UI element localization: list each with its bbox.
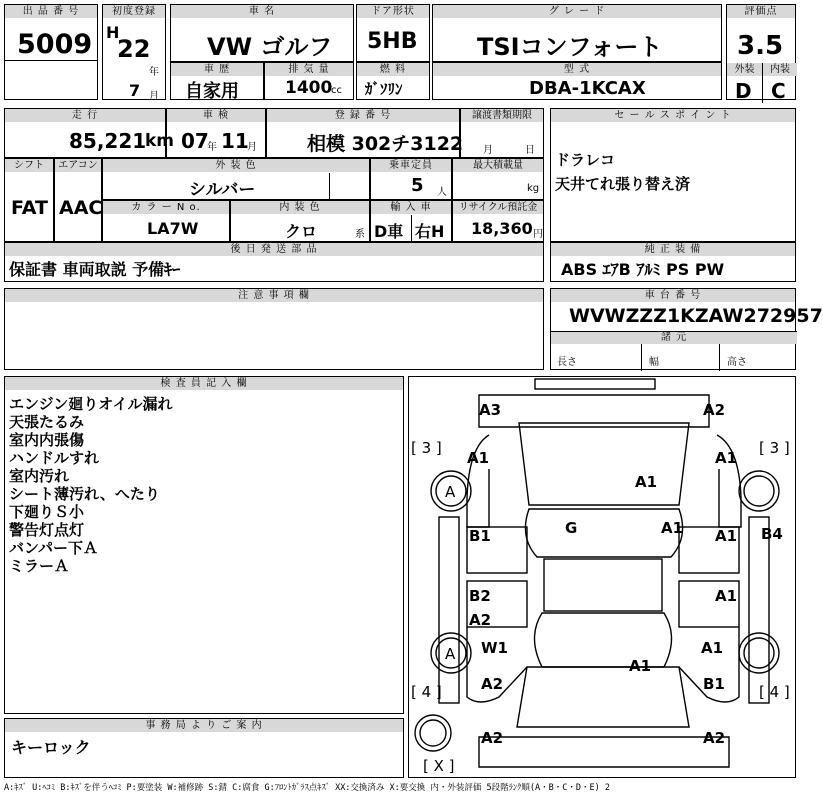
front-bumper bbox=[479, 395, 709, 427]
inspection-month: 11 bbox=[221, 129, 249, 153]
import-box bbox=[370, 200, 452, 242]
damage-mark: W1 bbox=[481, 639, 508, 657]
rear-bumper bbox=[479, 737, 729, 767]
damage-mark: B1 bbox=[703, 675, 725, 693]
month-unit: 月 bbox=[483, 145, 493, 156]
equipment-label: 純 正 装 備 bbox=[551, 243, 795, 256]
inspector-note: 室内汚れ bbox=[9, 467, 70, 485]
import-type: D車 bbox=[374, 222, 404, 241]
chassis-box bbox=[550, 288, 823, 370]
displacement-label: 排 気 量 bbox=[265, 63, 353, 76]
damage-mark: B4 bbox=[761, 525, 783, 543]
inspector-note: エンジン廻りオイル漏れ bbox=[9, 395, 173, 413]
int-color-box bbox=[230, 200, 370, 242]
int-score-label: 内装 bbox=[762, 63, 797, 76]
color-no-label: カ ラ ー N o. bbox=[103, 201, 229, 214]
windshield bbox=[525, 509, 682, 557]
height-label: 高さ bbox=[727, 357, 747, 368]
history: 自家用 bbox=[185, 81, 239, 102]
capacity: 5 bbox=[411, 175, 424, 196]
sales-point-line: 天井てれ張り替え済 bbox=[555, 175, 691, 193]
later-parts-box bbox=[4, 242, 544, 282]
damage-mark: A2 bbox=[481, 729, 504, 747]
inspector-note: ハンドルすれ bbox=[9, 449, 100, 467]
recycle-label: リサイクル預託金 bbox=[453, 201, 543, 214]
equipment-box bbox=[550, 242, 796, 282]
load-unit: kg bbox=[527, 183, 540, 194]
legend: A:ｷｽﾞ U:ﾍｺﾐ B:ｷｽﾞを伴うﾍｺﾐ P:要塗装 W:補修跡 S:錆 C:腐食 G:ﾌﾛﾝﾄｶﾞﾗｽ点ｷｽﾞ XX:交換済み X:要交換 内・外装評価 5段階ﾗﾝｸ順(A・B・C・D・E) 2 bbox=[4, 783, 610, 793]
office-box bbox=[4, 718, 404, 778]
sales-point-box bbox=[550, 108, 796, 242]
recycle-unit: 円 bbox=[533, 229, 543, 240]
front-left-tyre-depth: [ 3 ] bbox=[411, 439, 442, 457]
score-box bbox=[726, 4, 796, 103]
sales-point-line: ドラレコ bbox=[555, 151, 616, 169]
rear-left-tyre-depth: [ 4 ] bbox=[411, 683, 442, 701]
inspector-label: 検 査 員 記 入 欄 bbox=[5, 377, 403, 390]
car-diagram-svg bbox=[409, 377, 797, 779]
shift: FAT bbox=[11, 197, 48, 219]
inspection-box bbox=[166, 108, 266, 158]
car-name: VW ゴルフ bbox=[207, 33, 333, 61]
model-code: DBA-1KCAX bbox=[529, 78, 646, 99]
transfer-box bbox=[460, 108, 544, 158]
damage-mark: A1 bbox=[715, 449, 738, 467]
chassis-number: WVWZZZ1KZAW272957 bbox=[569, 305, 823, 327]
damage-mark: A2 bbox=[469, 611, 492, 629]
chassis-label: 車 台 番 号 bbox=[551, 289, 795, 302]
color-no: LA7W bbox=[147, 219, 199, 238]
ext-score-label: 外装 bbox=[727, 63, 762, 76]
right-side-sill bbox=[749, 517, 769, 703]
front-right-wheel bbox=[739, 471, 779, 511]
recycle-fee: 18,360 bbox=[471, 219, 533, 238]
grade-box bbox=[432, 4, 722, 62]
shift-box bbox=[4, 158, 54, 242]
rear-right-tyre-depth: [ 4 ] bbox=[759, 683, 790, 701]
plate-box bbox=[266, 108, 464, 158]
damage-mark: A2 bbox=[703, 729, 726, 747]
damage-mark: A2 bbox=[703, 401, 726, 419]
inspection-label: 車 検 bbox=[167, 109, 265, 122]
caution-box bbox=[4, 288, 544, 370]
divider bbox=[4, 60, 98, 61]
inspector-note: シート薄汚れ、へたり bbox=[9, 485, 160, 503]
car-name-box bbox=[170, 4, 354, 62]
damage-mark: A1 bbox=[635, 473, 658, 491]
damage-mark: A1 bbox=[701, 639, 724, 657]
door-label: ドア形状 bbox=[357, 5, 429, 18]
damage-mark: G bbox=[565, 519, 578, 537]
fuel-label: 燃 料 bbox=[357, 63, 429, 76]
plate-label: 登 録 番 号 bbox=[267, 109, 459, 122]
dims-label: 諸 元 bbox=[551, 331, 797, 344]
rear-right-wheel bbox=[739, 633, 779, 673]
shift-label: シフト bbox=[5, 159, 53, 172]
year-unit: 年 bbox=[149, 67, 159, 78]
lot-box bbox=[4, 4, 98, 100]
day-unit: 日 bbox=[525, 145, 535, 156]
displacement-box bbox=[264, 62, 354, 100]
trunk bbox=[517, 667, 689, 727]
mileage-label: 走 行 bbox=[5, 109, 165, 122]
lot-label: 出 品 番 号 bbox=[5, 5, 97, 18]
damage-mark: A1 bbox=[661, 519, 684, 537]
aircon: AAC bbox=[59, 197, 103, 219]
door-type: 5HB bbox=[367, 29, 418, 54]
inspector-note: 室内内張傷 bbox=[9, 431, 85, 449]
inspector-note: バンパー下Ａ bbox=[9, 539, 98, 557]
mileage: 85,221 bbox=[69, 129, 147, 153]
plate-number: 相模 302チ3122 bbox=[307, 133, 464, 155]
int-color-label: 内 装 色 bbox=[231, 201, 369, 214]
equipment: ABS ｴｱB ｱﾙﾐ PS PW bbox=[561, 260, 725, 279]
inspector-note: 警告灯点灯 bbox=[9, 521, 85, 539]
front-right-tyre-depth: [ 3 ] bbox=[759, 439, 790, 457]
ext-color: シルバー bbox=[189, 180, 256, 200]
displacement-unit: cc bbox=[331, 85, 342, 96]
damage-mark: A1 bbox=[715, 587, 738, 605]
width-label: 幅 bbox=[649, 357, 659, 368]
year-unit: 年 bbox=[207, 142, 217, 153]
history-label: 車 歴 bbox=[171, 63, 263, 76]
grade: TSIコンフォート bbox=[477, 33, 663, 61]
inspector-note: ミラーＡ bbox=[9, 557, 70, 575]
roof bbox=[544, 559, 662, 611]
damage-mark: A bbox=[445, 645, 456, 663]
office-note: キーロック bbox=[11, 738, 91, 757]
first-reg-year: 22 bbox=[117, 35, 151, 63]
lot-number: 5009 bbox=[17, 29, 93, 60]
car-name-label: 車 名 bbox=[171, 5, 353, 18]
damage-mark: A1 bbox=[715, 527, 738, 545]
later-parts-label: 後 日 発 送 部 品 bbox=[5, 243, 543, 256]
model-label: 型 式 bbox=[433, 63, 721, 76]
int-color-unit: 系 bbox=[355, 229, 365, 240]
grade-label: グ レ ー ド bbox=[433, 5, 721, 18]
hood bbox=[519, 423, 689, 505]
mileage-box bbox=[4, 108, 175, 158]
ext-color-box bbox=[102, 158, 370, 200]
int-score: C bbox=[771, 79, 786, 103]
capacity-label: 乗車定員 bbox=[371, 159, 451, 172]
ext-score: D bbox=[735, 79, 752, 103]
damage-mark: A2 bbox=[481, 675, 504, 693]
top-bumper-line bbox=[535, 379, 655, 389]
left-side-sill bbox=[439, 517, 459, 703]
damage-mark: B2 bbox=[469, 587, 491, 605]
model-box bbox=[432, 62, 722, 100]
capacity-unit: 人 bbox=[437, 187, 447, 198]
door-box bbox=[356, 4, 430, 62]
inspector-note: 下廻りＳ小 bbox=[9, 503, 85, 521]
fuel-box bbox=[356, 62, 430, 100]
load-box bbox=[452, 158, 544, 200]
sales-point-label: セ ー ル ス ポ イ ン ト bbox=[551, 109, 795, 122]
later-parts: 保証書 車両取説 予備ｷｰ bbox=[9, 260, 181, 279]
mileage-unit: km bbox=[145, 131, 175, 151]
month-unit: 月 bbox=[247, 142, 257, 153]
inspector-box bbox=[4, 376, 404, 714]
fuel: ｶﾞｿﾘﾝ bbox=[365, 80, 403, 98]
era: H bbox=[106, 23, 120, 42]
score-label: 評価点 bbox=[727, 5, 795, 18]
length-label: 長さ bbox=[557, 357, 577, 368]
aircon-box bbox=[54, 158, 102, 242]
transfer-label: 譲渡書類期限 bbox=[461, 109, 543, 122]
month-unit: 月 bbox=[149, 91, 159, 102]
steering-side: 右H bbox=[415, 222, 445, 241]
first-reg-month: 7 bbox=[129, 81, 141, 100]
import-label: 輸 入 車 bbox=[371, 201, 451, 214]
damage-mark: A1 bbox=[629, 657, 652, 675]
inspection-year: 07 bbox=[181, 129, 209, 153]
first-registration bbox=[102, 4, 166, 100]
ext-color-label: 外 装 色 bbox=[103, 159, 369, 172]
color-no-box bbox=[102, 200, 230, 242]
capacity-box bbox=[370, 158, 452, 200]
aircon-label: エアコン bbox=[55, 159, 101, 172]
damage-mark: A1 bbox=[467, 449, 490, 467]
damage-diagram bbox=[408, 376, 796, 778]
damage-mark: A3 bbox=[479, 401, 502, 419]
load-label: 最大積載量 bbox=[453, 159, 543, 172]
int-color: クロ bbox=[285, 222, 318, 241]
history-box bbox=[170, 62, 264, 100]
first-registration-label: 初度登録 bbox=[103, 5, 165, 18]
caution-label: 注 意 事 項 欄 bbox=[5, 289, 543, 302]
spare-tyre-depth: [ X ] bbox=[423, 757, 455, 775]
displacement: 1400 bbox=[285, 78, 333, 98]
recycle-box bbox=[452, 200, 544, 242]
damage-mark: B1 bbox=[469, 527, 491, 545]
overall-score: 3.5 bbox=[737, 31, 784, 61]
inspector-note: 天張たるみ bbox=[9, 413, 85, 431]
office-label: 事 務 局 よ り ご 案 内 bbox=[5, 719, 403, 732]
damage-mark: A bbox=[445, 483, 456, 501]
